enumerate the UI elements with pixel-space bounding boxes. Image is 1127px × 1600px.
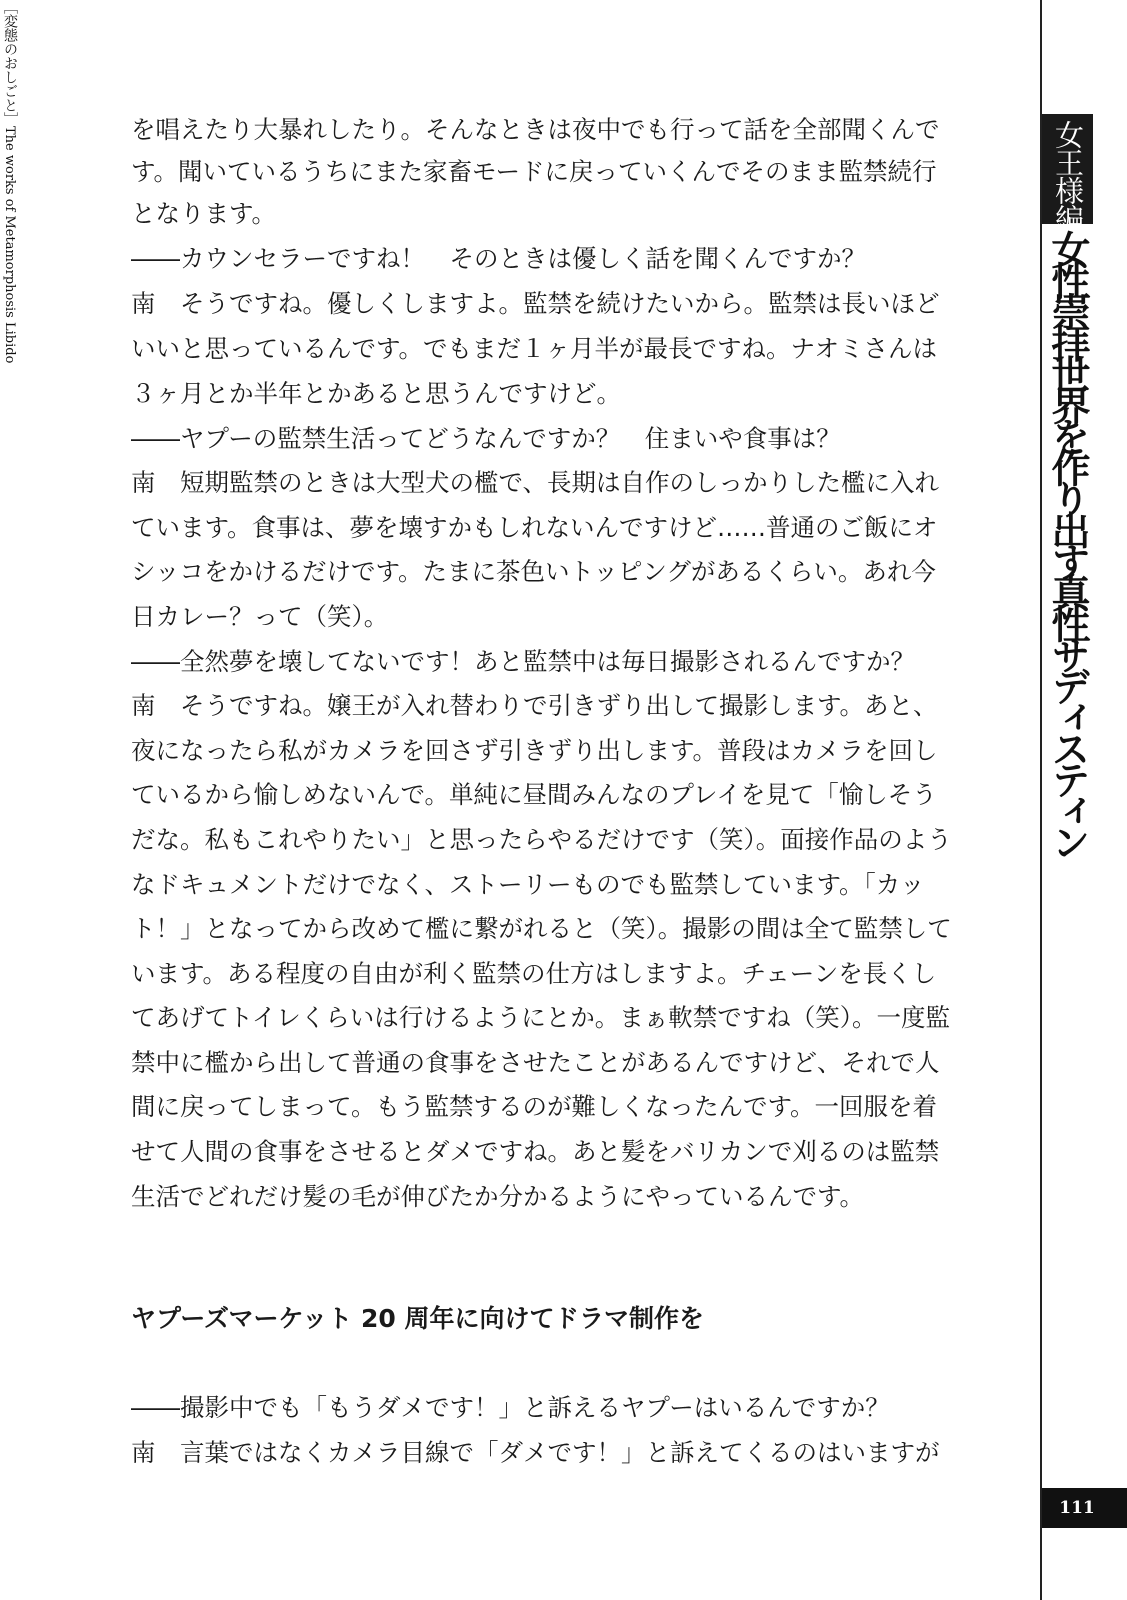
book-title: ［変態のおしごと］ — [2, 0, 18, 126]
body-line: 南 そうですね。優しくしますよ。監禁を続けたいから。監禁は長いほど — [131, 289, 940, 318]
body-line: シッコをかけるだけです。たまに茶色いトッピングがあるくらい。あれ今 — [131, 557, 936, 586]
body-line: ています。食事は、夢を壊すかもしれないんですけど……普通のご飯にオ — [131, 513, 938, 542]
body-line: 生活でどれだけ髪の毛が伸びたか分かるようにやっているんです。 — [131, 1182, 865, 1211]
body-line: 南 短期監禁のときは大型犬の檻で、長期は自作のしっかりした檻に入れ — [131, 468, 940, 497]
body-line: す。聞いているうちにまた家畜モードに戻っていくんでそのまま監禁続行 — [131, 157, 937, 186]
body-line: てあげてトイレくらいは行けるようにとか。まぁ軟禁ですね（笑）。一度監 — [131, 1003, 951, 1032]
body-line: います。ある程度の自由が利く監禁の仕方はしますよ。チェーンを長くし — [131, 959, 937, 988]
body-line: となります。 — [131, 199, 277, 228]
page-number: 111 — [1059, 1498, 1095, 1518]
sidebar-divider — [1040, 0, 1042, 1600]
body-line: ――撮影中でも「もうダメです！」と訴えるヤプーはいるんですか？ — [131, 1393, 890, 1422]
body-line: ――カウンセラーですね！ そのときは優しく話を聞くんですか？ — [131, 244, 866, 273]
body-line: 夜になったら私がカメラを回さず引きずり出します。普段はカメラを回し — [131, 736, 938, 765]
body-line: を唱えたり大暴れしたり。そんなときは夜中でも行って話を全部聞くんで — [131, 115, 940, 144]
body-line: せて人間の食事をさせるとダメですね。あと髪をバリカンで刈るのは監禁 — [131, 1137, 940, 1166]
body-line: なドキュメントだけでなく、ストーリーものでも監禁しています。「カッ — [131, 870, 925, 899]
body-line: いいと思っているんです。でもまだ１ヶ月半が最長ですね。ナオミさんは — [131, 334, 938, 363]
body-line: ――ヤプーの監禁生活ってどうなんですか？ 住まいや食事は？ — [131, 424, 841, 453]
body-line: 南 そうですね。嬢王が入れ替わりで引きずり出して撮影します。あと、 — [131, 691, 938, 720]
body-line: 日カレー？って（笑）。 — [131, 602, 389, 631]
body-line: だな。私もこれやりたい」と思ったらやるだけです（笑）。面接作品のよう — [131, 825, 952, 854]
chapter-title: 女性崇拝世界を作り出す真性サディスティン — [1045, 230, 1091, 855]
body-line: ３ヶ月とか半年とかあると思うんですけど。 — [131, 379, 621, 408]
body-line: ――全然夢を壊してないです！あと監禁中は毎日撮影されるんですか？ — [131, 647, 915, 676]
body-line: 南 言葉ではなくカメラ目線で「ダメです！」と訴えてくるのはいますが — [131, 1438, 940, 1467]
category-label: 女王様編 — [1051, 120, 1085, 232]
body-line: ているから愉しめないんで。単純に昼間みんなのプレイを見て「愉しそう — [131, 780, 937, 809]
body-line: 間に戻ってしまって。もう監禁するのが難しくなったんです。一回服を着 — [131, 1092, 938, 1121]
book-subtitle: The works of Metamorphosis Libido — [2, 126, 17, 364]
section-heading: ヤプーズマーケット 20 周年に向けてドラマ制作を — [131, 1304, 704, 1333]
body-line: 禁中に檻から出して普通の食事をさせたことがあるんですけど、それで人 — [131, 1048, 940, 1077]
body-line: ト！」となってから改めて檻に繋がれると（笑）。撮影の間は全て監禁して — [131, 914, 952, 943]
